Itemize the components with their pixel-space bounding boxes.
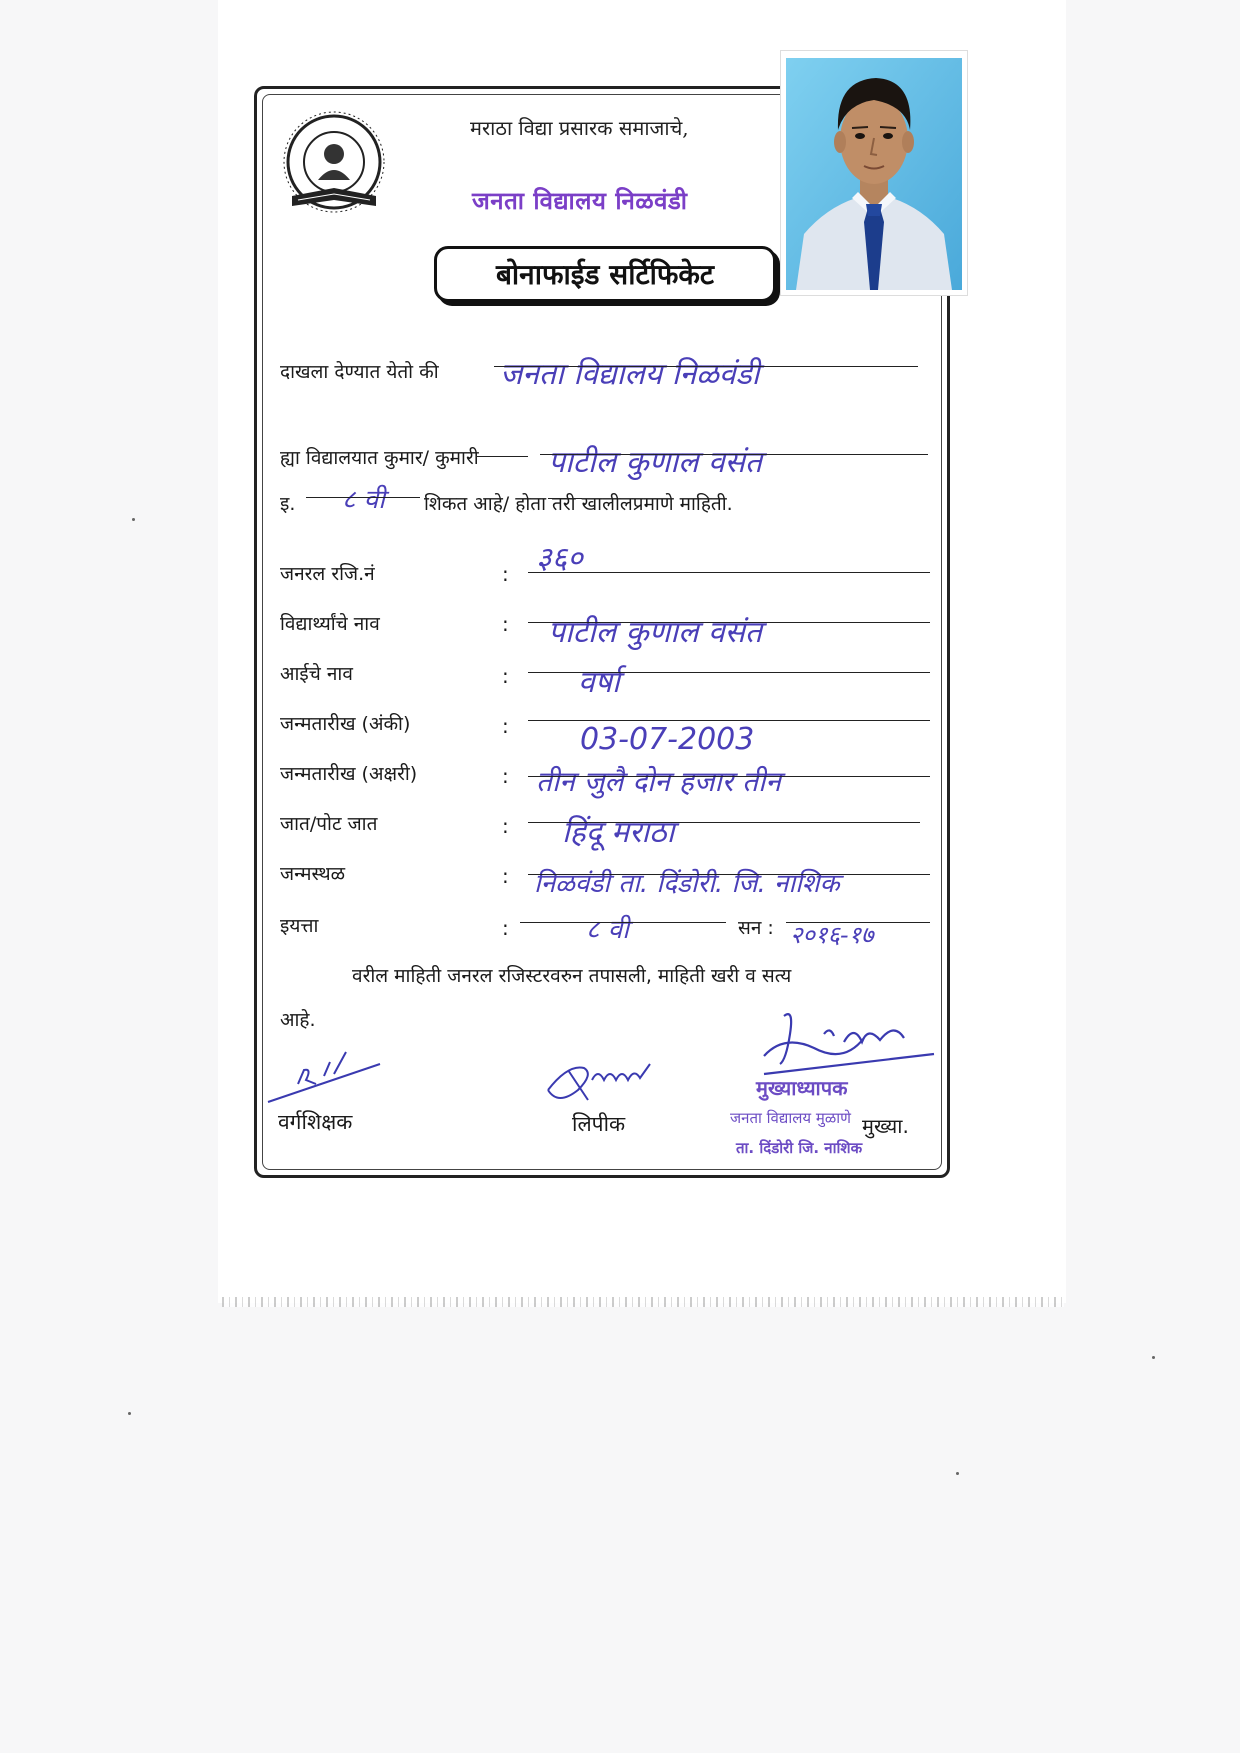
principal-stamp-title: मुख्याध्यापक [756, 1076, 848, 1100]
class-teacher-label: वर्गशिक्षक [278, 1110, 353, 1134]
student-photo [786, 58, 962, 290]
field-colon: : [502, 764, 509, 788]
field-colon: : [502, 714, 509, 738]
intro-line3-prefix: इ. [280, 493, 296, 515]
field-label-caste: जात/पोट जात [280, 813, 378, 835]
intro-line3-suffix: शिकत आहे/ होता तरी खालीलप्रमाणे माहिती. [424, 493, 733, 515]
field-line [528, 720, 930, 721]
field-line [528, 672, 930, 673]
fill-line [540, 454, 928, 455]
field-colon: : [502, 562, 509, 586]
field-colon: : [502, 612, 509, 636]
society-logo [278, 110, 390, 222]
principal-stamp-line2: ता. दिंडोरी जि. नाशिक [736, 1139, 863, 1157]
field-label-dob-digits: जन्मतारीख (अंकी) [280, 713, 411, 735]
field-line [528, 874, 930, 875]
field-label-dob-words: जन्मतारीख (अक्षरी) [280, 763, 418, 785]
field-colon: : [502, 916, 509, 940]
year-value: २०१६-१७ [790, 921, 874, 949]
field-line [528, 822, 920, 823]
field-label-student-name: विद्यार्थ्यांचे नाव [280, 613, 380, 635]
field-line [528, 572, 930, 573]
principal-stamp-line1: जनता विद्यालय मुळाणे [730, 1109, 851, 1127]
scan-speck [956, 1472, 959, 1475]
strike-line [494, 366, 918, 367]
torn-edge [222, 1297, 1064, 1307]
field-value-mother-name: वर्षा [578, 665, 620, 700]
head-label: मुख्या. [862, 1114, 909, 1138]
clerk-label: लिपीक [572, 1112, 626, 1136]
class-teacher-signature [264, 1040, 384, 1112]
certificate-title: बोनाफाईड सर्टिफिकेट [495, 258, 715, 291]
year-label: सन : [738, 917, 774, 939]
field-label-register: जनरल रजि.नं [280, 563, 375, 585]
verification-line1: वरील माहिती जनरल रजिस्टरवरुन तपासली, माहिती खरी व सत्य [352, 965, 792, 987]
field-value-birthplace: निळवंडी ता. दिंडोरी. जि. नाशिक [534, 869, 840, 899]
school-name: जनता विद्यालय निळवंडी [472, 187, 688, 215]
scan-speck [132, 518, 135, 521]
society-name: मराठा विद्या प्रसारक समाजाचे, [470, 116, 689, 140]
field-line [786, 922, 930, 923]
field-colon: : [502, 664, 509, 688]
strike-hota [548, 498, 582, 499]
field-value-caste: हिंदू मराठा [562, 815, 675, 850]
intro-line1-value: जनता विद्यालय निळवंडी [500, 357, 760, 392]
field-value-standard: ८ वी [586, 915, 629, 945]
verification-line2: आहे. [280, 1009, 316, 1031]
intro-line2-value: पाटील कुणाल वसंत [548, 445, 763, 480]
field-label-standard: इयत्ता [280, 915, 319, 937]
field-colon: : [502, 864, 509, 888]
field-value-register: ३६० [536, 541, 583, 576]
field-label-mother-name: आईचे नाव [280, 663, 353, 685]
field-label-birthplace: जन्मस्थळ [280, 863, 346, 885]
scan-speck [128, 1412, 131, 1415]
clerk-signature [538, 1050, 678, 1110]
field-line [520, 922, 726, 923]
scan-speck [1152, 1356, 1155, 1359]
principal-signature [744, 1004, 944, 1084]
field-value-student-name: पाटील कुणाल वसंत [548, 615, 763, 650]
intro-line3-value: ८ वी [342, 485, 385, 515]
certificate-title-box [434, 246, 776, 302]
field-value-dob-words: तीन जुलै दोन हजार तीन [536, 765, 781, 798]
intro-line2-label: ह्या विद्यालयात कुमार/ कुमारी [280, 447, 479, 469]
fill-line [306, 497, 420, 498]
field-line [528, 776, 930, 777]
field-value-dob-digits: 03-07-2003 [580, 722, 755, 757]
field-colon: : [502, 814, 509, 838]
field-line [528, 622, 930, 623]
strike-kumari [476, 456, 528, 457]
intro-line1-label: दाखला देण्यात येतो की [280, 361, 439, 383]
